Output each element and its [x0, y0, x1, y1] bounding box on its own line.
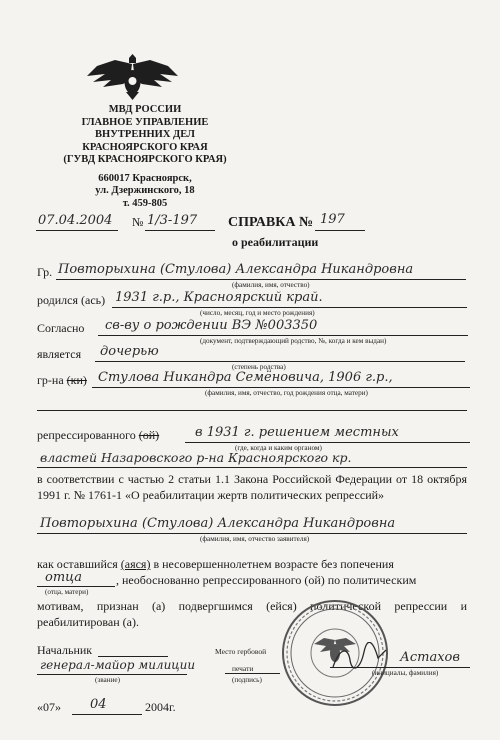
minor-text-a: как оставшийся [37, 557, 118, 571]
citizen-label: Гр. [37, 265, 53, 279]
repressed-label-main: репрессированного [37, 428, 136, 442]
org-name-line2: ГЛАВНОЕ УПРАВЛЕНИЕ [81, 116, 209, 128]
org-address-line2: ул. Дзержинского, 18 [95, 185, 195, 196]
doc-number-prefix: № [132, 215, 144, 229]
doc-subtitle: о реабилитации [232, 235, 319, 249]
repressed-label [37, 428, 159, 443]
parent-label-main: гр-на [37, 373, 64, 387]
born-caption: (число, месяц, год и место рождения) [200, 309, 315, 317]
per-document-value: св-ву о рождении ВЭ №003350 [105, 318, 318, 333]
minor-text-c: в несовершеннолетнем возрасте без попечения [153, 557, 394, 571]
org-name-line5: (ГУВД КРАСНОЯРСКОГО КРАЯ) [63, 154, 227, 165]
rank-caption: (звание) [95, 676, 120, 684]
repressed-label-suffix: (ой) [138, 428, 160, 442]
minor-text-b: (аяся) [120, 557, 151, 571]
org-name-line4: КРАСНОЯРСКОГО КРАЯ [82, 141, 208, 153]
seal-place-label-line1: Место гербовой [215, 647, 267, 656]
org-phone: т. 459-805 [122, 197, 168, 209]
minor-text-d: , необоснованно репрессированного (ой) по политическим [116, 573, 417, 587]
parent-label-suffix: (ки) [66, 373, 87, 387]
relation-caption: (степень родства) [232, 363, 286, 371]
repressed-value-line2: властей Назаровского р-на Красноярского кр. [40, 450, 352, 465]
official-name-caption: (инициалы, фамилия) [372, 669, 439, 677]
sign-date-day: «07» [37, 700, 61, 714]
org-header [55, 104, 235, 210]
doc-title: СПРАВКА № [228, 215, 314, 230]
citizen-name: Повторыхина (Стулова) Александра Никандровна [58, 262, 414, 277]
doc-number: 1/3-197 [147, 213, 198, 228]
final-paragraph: мотивам, признан (а) подвергшимся (ейся) политической репрессии и реабилитирован (а). [37, 599, 467, 629]
law-paragraph: в соответствии с частью 2 статьи 1.1 Закона Российской Федерации от 18 октября 1991 г. № 1761-1 «О реабилитации жертв политических репрессий» [37, 472, 467, 502]
repressed-value-line1: в 1931 г. решением местных [195, 425, 399, 440]
parent-label [37, 373, 87, 388]
applicant-name: Повторыхина (Стулова) Александра Никандровна [40, 516, 396, 531]
applicant-caption: (фамилия, имя, отчество заявителя) [200, 535, 310, 543]
signature-caption: (подпись) [232, 676, 262, 684]
per-document-label: Согласно [37, 321, 85, 335]
born-value: 1931 г.р., Красноярский край. [115, 290, 323, 305]
org-address-line1: 660017 Красноярск, [98, 172, 192, 184]
minor-line [37, 556, 467, 572]
seal-place-label-line2: печати [232, 664, 254, 673]
rank-value: генерал-майор милиции [40, 658, 196, 672]
relation-value: дочерью [100, 344, 159, 359]
relation-label: является [37, 347, 82, 361]
org-name-line3: ВНУТРЕННИХ ДЕЛ [95, 129, 195, 140]
parent-value: Стулова Никандра Семёновича, 1906 г.р., [98, 370, 393, 385]
sign-date-month: 04 [90, 697, 107, 712]
doc-title-number: 197 [320, 212, 345, 227]
doc-date: 07.04.2004 [38, 213, 113, 228]
sign-date-year: 2004г. [145, 700, 176, 714]
per-document-caption: (документ, подтверждающий родство, №, когда и кем выдан) [200, 337, 387, 345]
parent-word-caption: (отца, матери) [45, 588, 89, 596]
citizen-name-caption: (фамилия, имя, отчество) [232, 281, 310, 289]
official-name: Астахов [400, 650, 460, 665]
eagle-emblem [85, 54, 180, 102]
parent-word: отца [45, 570, 82, 585]
repressed-caption: (где, когда и каким органом) [235, 444, 322, 452]
chief-label: Начальник [37, 643, 93, 657]
parent-caption: (фамилия, имя, отчество, год рождения отца, матери) [205, 389, 368, 397]
born-label: родился (ась) [37, 293, 106, 307]
org-name-line1: МВД РОССИИ [108, 104, 182, 115]
